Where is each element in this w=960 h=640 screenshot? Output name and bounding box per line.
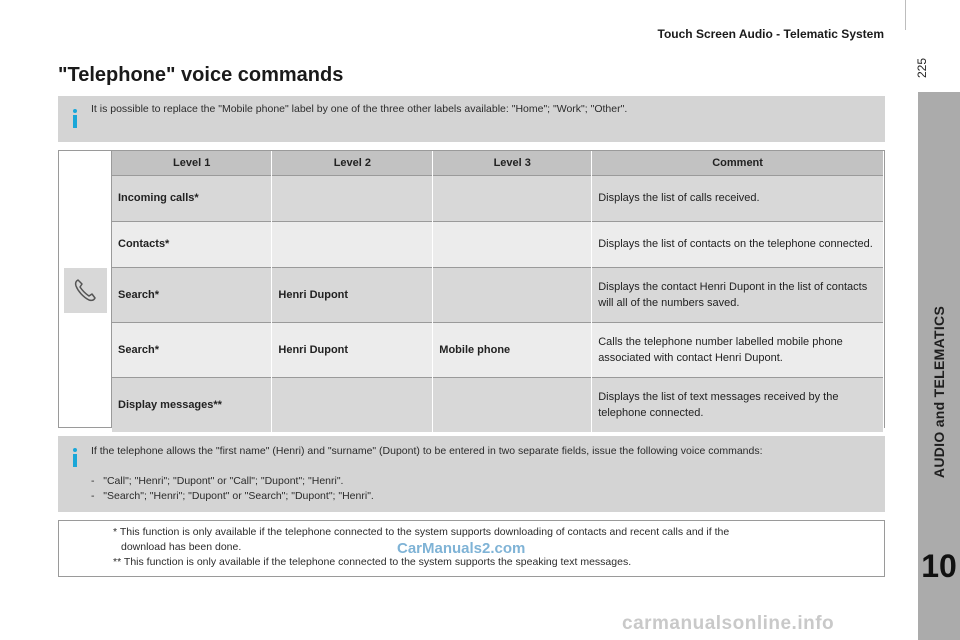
cell-level-3 <box>433 377 592 432</box>
page-number <box>912 48 932 88</box>
table-row <box>112 175 884 221</box>
cell-comment: Displays the list of calls received. <box>592 175 884 221</box>
page-number-label: 225 <box>915 57 929 79</box>
table-row <box>112 221 884 267</box>
header-level-2: Level 2 <box>272 151 433 175</box>
cell-level-1: Search* <box>112 267 272 322</box>
header-title: Touch Screen Audio - Telematic System <box>657 27 884 41</box>
header-level-3: Level 3 <box>433 151 592 175</box>
header-level-1: Level 1 <box>112 151 272 175</box>
table-row <box>112 377 884 432</box>
cell-comment: Displays the list of contacts on the telephone connected. <box>592 221 884 267</box>
cell-level-2 <box>272 377 433 432</box>
cell-comment: Calls the telephone number labelled mobile phone associated with contact Henri Dupont. <box>592 322 884 377</box>
cell-level-1: Search* <box>112 322 272 377</box>
table-row <box>112 322 884 377</box>
chapter-side-tab <box>918 92 960 640</box>
cell-comment: Displays the list of text messages received by the telephone connected. <box>592 377 884 432</box>
info-icon <box>70 448 80 468</box>
chapter-label <box>918 92 960 512</box>
commands-table <box>112 151 884 432</box>
phone-icon-cell <box>59 151 112 427</box>
header-comment: Comment <box>592 151 884 175</box>
cell-level-2 <box>272 175 433 221</box>
cell-level-2 <box>272 221 433 267</box>
info-list-item: - "Call"; "Henri"; "Dupont" or "Call"; "Dupont"; "Henri". <box>91 475 344 487</box>
info-box-names <box>58 436 885 512</box>
cell-level-3 <box>433 221 592 267</box>
cell-level-3 <box>433 175 592 221</box>
watermark-carmanualsonline: carmanualsonline.info <box>622 613 835 634</box>
cell-level-1: Display messages** <box>112 377 272 432</box>
footnote-2: ** This function is only available if the telephone connected to the system supports the speaking text messages. <box>113 556 632 568</box>
voice-commands-table <box>58 150 885 428</box>
chapter-label-text: AUDIO and TELEMATICS <box>931 305 947 479</box>
watermark-carmanuals2: CarManuals2.com <box>397 540 526 557</box>
info-icon <box>70 109 80 129</box>
cell-level-3 <box>433 267 592 322</box>
chapter-number: 10 <box>921 548 957 584</box>
header-divider <box>905 0 906 30</box>
footnote-1-continued: download has been done. <box>121 541 242 553</box>
footnote-1: * This function is only available if the telephone connected to the system supports downloading of contacts and recent calls and if the <box>113 526 730 538</box>
phone-icon <box>64 268 107 313</box>
cell-level-1: Incoming calls* <box>112 175 272 221</box>
cell-level-2: Henri Dupont <box>272 322 433 377</box>
cell-level-1: Contacts* <box>112 221 272 267</box>
info-text: It is possible to replace the "Mobile phone" label by one of the three other labels available: "Home"; "Work"; "Other". <box>91 103 628 115</box>
info-box-labels <box>58 96 885 142</box>
cell-level-2: Henri Dupont <box>272 267 433 322</box>
cell-level-3: Mobile phone <box>433 322 592 377</box>
section-title: "Telephone" voice commands <box>58 64 344 86</box>
info-text-intro: If the telephone allows the "first name" (Henri) and "surname" (Dupont) to be entered in two separate fields, issue the following voice commands: <box>91 445 763 457</box>
table-header-row <box>112 151 884 175</box>
cell-comment: Displays the contact Henri Dupont in the list of contacts will all of the numbers saved. <box>592 267 884 322</box>
info-list-item: - "Search"; "Henri"; "Dupont" or "Search"; "Dupont"; "Henri". <box>91 490 374 502</box>
table-row <box>112 267 884 322</box>
